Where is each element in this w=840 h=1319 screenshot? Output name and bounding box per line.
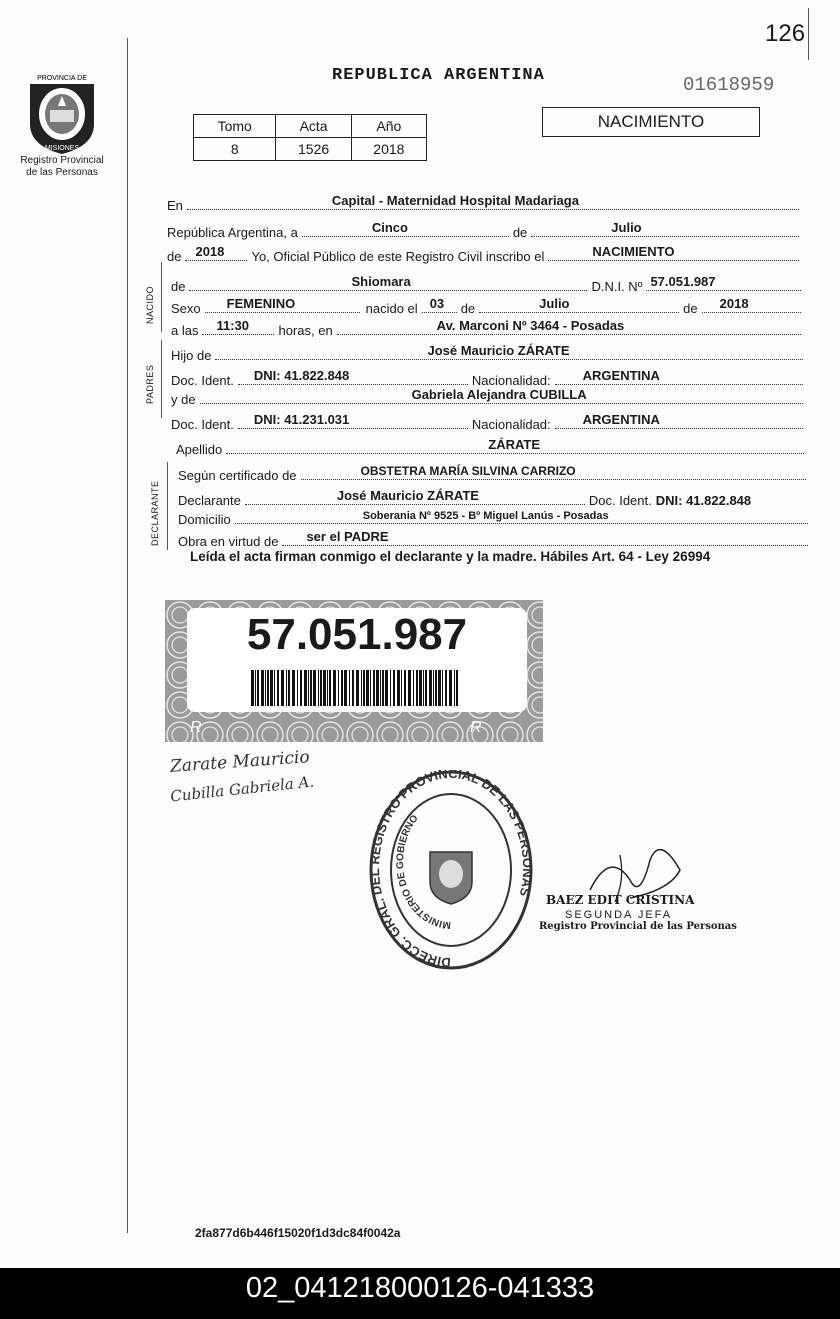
row-doc-madre bbox=[171, 414, 803, 432]
birth-year-line bbox=[702, 296, 801, 313]
section-declarante-label: DECLARANTE bbox=[150, 480, 160, 546]
barcode-bar bbox=[318, 670, 319, 706]
barcode-bar bbox=[265, 670, 266, 706]
year-value: 2018 bbox=[195, 244, 225, 259]
doc-ident-label: Doc. Ident. bbox=[171, 417, 234, 432]
barcode-bar bbox=[370, 670, 371, 706]
barcode-bar bbox=[257, 670, 259, 706]
row-year bbox=[167, 246, 799, 264]
barcode-bar bbox=[300, 670, 302, 706]
barcode-bar bbox=[449, 670, 452, 706]
inscribe-line bbox=[548, 244, 799, 261]
barcode-bar bbox=[304, 670, 307, 706]
barcode-bar bbox=[425, 670, 427, 706]
de-label: de bbox=[683, 301, 698, 316]
watermark-r: R bbox=[190, 719, 202, 736]
obra-value: ser el PADRE bbox=[306, 529, 389, 544]
record-table-values bbox=[194, 138, 427, 161]
tomo-value: 8 bbox=[194, 138, 276, 161]
barcode-bar bbox=[338, 670, 339, 706]
padre-value: José Mauricio ZÁRATE bbox=[427, 343, 570, 358]
nacionalidad-label: Nacionalidad: bbox=[471, 417, 551, 432]
apellido-value: ZÁRATE bbox=[488, 437, 541, 452]
official-seal bbox=[366, 770, 536, 980]
barcode-bar bbox=[292, 670, 295, 706]
barcode-bar bbox=[349, 670, 350, 706]
corner-mark bbox=[808, 8, 809, 60]
obra-label: Obra en virtud de bbox=[178, 534, 279, 549]
republica-label: República Argentina, a bbox=[167, 225, 298, 240]
barcode-bar bbox=[454, 670, 455, 706]
logo-text-top: PROVINCIA DE bbox=[37, 75, 87, 82]
barcode-bar bbox=[352, 670, 354, 706]
official-name: BAEZ EDIT CRISTINA bbox=[546, 893, 695, 907]
coat-of-arms-icon bbox=[20, 66, 104, 156]
acta-value: 1526 bbox=[276, 138, 351, 161]
barcode-bar bbox=[261, 670, 264, 706]
barcode-bar bbox=[385, 670, 388, 706]
closing-note: Leída el acta firman conmigo el declarante y la madre. Hábiles Art. 64 - Ley 26994 bbox=[190, 549, 711, 564]
seal-outer-text: DIRECC. GRAL. DEL REGISTRO PROVINCIAL DE LAS PERSONAS bbox=[366, 770, 536, 971]
barcode-bar bbox=[419, 670, 422, 706]
registry-logo bbox=[20, 66, 104, 161]
row-en bbox=[167, 193, 799, 213]
barcode-bar bbox=[373, 670, 375, 706]
barcode-bar bbox=[404, 670, 406, 706]
certificado-line bbox=[301, 464, 806, 480]
signature-declarante: Zarate Mauricio bbox=[169, 747, 311, 777]
barcode-bar bbox=[408, 670, 411, 706]
barcode-bar bbox=[313, 670, 316, 706]
nacido-el-label: nacido el bbox=[365, 301, 418, 316]
document-title: REPUBLICA ARGENTINA bbox=[332, 66, 545, 85]
record-type-box: NACIMIENTO bbox=[542, 107, 760, 137]
birth-month-value: Julio bbox=[539, 296, 570, 311]
seal-inner-text: MINISTERIO DE GOBIERNO bbox=[394, 813, 452, 931]
row-nombre bbox=[171, 276, 801, 294]
signature-madre: Cubilla Gabriela A. bbox=[169, 772, 315, 806]
apellido-line bbox=[226, 437, 804, 454]
barcode-bar bbox=[356, 670, 359, 706]
y-de-label: y de bbox=[171, 392, 196, 407]
nac-madre-line bbox=[555, 412, 803, 429]
hora-label: a las bbox=[171, 323, 199, 338]
row-republica bbox=[167, 222, 799, 240]
barcode-bar bbox=[344, 670, 347, 706]
barcode-bar bbox=[456, 670, 458, 706]
sexo-value: FEMENINO bbox=[226, 296, 296, 311]
birth-day-line bbox=[422, 298, 457, 313]
row-sexo bbox=[171, 298, 801, 316]
table-header: Año bbox=[351, 115, 426, 138]
left-border bbox=[127, 38, 128, 1233]
barcode-bar bbox=[297, 670, 298, 706]
registry-name bbox=[8, 155, 116, 179]
doc-padre-line bbox=[238, 370, 468, 385]
barcode-bar bbox=[286, 670, 287, 706]
section-nacido-label: NACIDO bbox=[145, 285, 155, 324]
birth-day-value: 03 bbox=[429, 296, 445, 311]
declarante-divider bbox=[167, 462, 168, 550]
barcode-bar bbox=[281, 670, 284, 706]
sexo-label: Sexo bbox=[171, 301, 201, 316]
barcode-bar bbox=[429, 670, 432, 706]
date-day-value: Cinco bbox=[371, 220, 408, 235]
official-org: Registro Provincial de las Personas bbox=[539, 921, 737, 932]
domicilio-value: Soberania Nº 9525 - Bº Miguel Lanús - Posadas bbox=[362, 510, 609, 522]
row-apellido bbox=[176, 437, 804, 457]
declarante-line bbox=[245, 490, 585, 505]
barcode-bar bbox=[438, 670, 441, 706]
table-header: Tomo bbox=[194, 115, 276, 138]
record-table bbox=[193, 114, 427, 161]
nombre-label: de bbox=[171, 279, 186, 294]
barcode-bar bbox=[329, 670, 331, 706]
nombre-line bbox=[189, 276, 587, 291]
sexo-line bbox=[205, 298, 360, 313]
barcode-bar bbox=[433, 670, 434, 706]
hora-value: 11:30 bbox=[216, 318, 250, 333]
seal-icon bbox=[366, 770, 536, 975]
padres-divider bbox=[161, 340, 162, 418]
row-obra bbox=[178, 529, 808, 549]
barcode-bar bbox=[401, 670, 402, 706]
table-header: Acta bbox=[276, 115, 351, 138]
barcode-bar bbox=[363, 670, 365, 706]
nac-padre-line bbox=[555, 368, 803, 385]
obra-line bbox=[282, 529, 808, 546]
row-domicilio bbox=[178, 512, 808, 527]
section-padres-label: PADRES bbox=[145, 364, 155, 404]
month-line bbox=[531, 220, 799, 237]
year-de-label: de bbox=[167, 249, 182, 264]
en-line bbox=[187, 193, 799, 210]
apellido-label: Apellido bbox=[176, 442, 223, 457]
barcode-bar bbox=[333, 670, 336, 706]
barcode-bar bbox=[308, 670, 309, 706]
certificado-value: OBSTETRA MARÍA SILVINA CARRIZO bbox=[360, 464, 576, 478]
logo-text-bottom: MISIONES bbox=[44, 145, 80, 152]
official-role: SEGUNDA JEFA bbox=[565, 909, 673, 921]
lugar-value: Av. Marconi Nº 3464 - Posadas bbox=[436, 318, 625, 333]
en-label: En bbox=[167, 198, 183, 213]
barcode-bar bbox=[380, 670, 381, 706]
barcode-bar bbox=[320, 670, 322, 706]
de-label: de bbox=[460, 301, 476, 316]
barcode-bar bbox=[361, 670, 362, 706]
hora-line bbox=[202, 320, 274, 335]
inscribe-value: NACIMIENTO bbox=[592, 244, 675, 259]
doc-madre-value: DNI: 41.231.031 bbox=[253, 412, 350, 427]
domicilio-line bbox=[235, 510, 808, 524]
inscribe-text: Yo, Oficial Público de este Registro Civil inscribo el bbox=[251, 249, 545, 264]
barcode-bar bbox=[435, 670, 437, 706]
barcode-bar bbox=[288, 670, 290, 706]
doc-ident-label: Doc. Ident. bbox=[171, 373, 234, 388]
padre-line bbox=[215, 343, 803, 360]
lugar-line bbox=[337, 318, 801, 335]
barcode-bar bbox=[416, 670, 418, 706]
barcode-bar bbox=[310, 670, 312, 706]
barcode-bar bbox=[442, 670, 443, 706]
id-number: 57.051.987 bbox=[246, 610, 468, 659]
nacido-divider bbox=[161, 262, 162, 332]
nac-padre-value: ARGENTINA bbox=[582, 368, 660, 383]
barcode-bar bbox=[366, 670, 369, 706]
row-doc-padre bbox=[171, 370, 803, 388]
barcode-bar bbox=[390, 670, 391, 706]
row-y-de bbox=[171, 387, 803, 407]
ano-value: 2018 bbox=[351, 138, 426, 161]
dni-line bbox=[646, 274, 801, 291]
doc-ident-label: Doc. Ident. bbox=[588, 493, 652, 508]
barcode-bar bbox=[382, 670, 384, 706]
row-certificado bbox=[178, 464, 806, 483]
serial-number: 01618959 bbox=[683, 74, 775, 96]
en-value: Capital - Maternidad Hospital Madariaga bbox=[331, 193, 579, 208]
barcode-bar bbox=[251, 670, 254, 706]
nac-madre-value: ARGENTINA bbox=[582, 412, 660, 427]
record-table-header bbox=[194, 115, 427, 138]
domicilio-label: Domicilio bbox=[178, 512, 231, 527]
id-label bbox=[165, 600, 543, 742]
barcode-bar bbox=[267, 670, 269, 706]
certificado-label: Según certificado de bbox=[178, 468, 297, 483]
birth-year-value: 2018 bbox=[719, 296, 749, 311]
page-number: 126 bbox=[765, 20, 806, 47]
row-hijo-de bbox=[171, 343, 803, 363]
row-hora bbox=[171, 320, 801, 338]
barcode-bar bbox=[270, 670, 273, 706]
barcode-bar bbox=[341, 670, 343, 706]
barcode-bar bbox=[277, 670, 279, 706]
barcode-bar bbox=[445, 670, 447, 706]
barcode-bar bbox=[327, 670, 328, 706]
hijo-de-label: Hijo de bbox=[171, 348, 212, 363]
de-label: de bbox=[512, 225, 528, 240]
doc-madre-line bbox=[238, 414, 468, 429]
nacionalidad-label: Nacionalidad: bbox=[471, 373, 551, 388]
doc-padre-value: DNI: 41.822.848 bbox=[253, 368, 350, 383]
barcode-bar bbox=[376, 670, 379, 706]
day-line bbox=[302, 222, 509, 237]
document-hash: 2fa877d6b446f15020f1d3dc84f0042a bbox=[195, 1226, 401, 1240]
barcode-icon bbox=[251, 670, 463, 708]
nombre-value: Shiomara bbox=[351, 274, 411, 289]
barcode-bar bbox=[397, 670, 400, 706]
declarante-value: José Mauricio ZÁRATE bbox=[336, 488, 479, 503]
footer-code: 02_041218000126-041333 bbox=[0, 1268, 840, 1319]
dni-value: 57.051.987 bbox=[650, 274, 716, 289]
barcode-bar bbox=[393, 670, 395, 706]
declarante-doc-value: DNI: 41.822.848 bbox=[655, 493, 752, 508]
declarante-label: Declarante bbox=[178, 493, 241, 508]
registry-name-line1: Registro Provincial bbox=[20, 155, 104, 166]
horas-en-label: horas, en bbox=[278, 323, 333, 338]
barcode-bar bbox=[423, 670, 424, 706]
year-line bbox=[185, 246, 247, 261]
madre-value: Gabriela Alejandra CUBILLA bbox=[411, 387, 587, 402]
barcode-bar bbox=[255, 670, 256, 706]
birth-month-line bbox=[479, 298, 679, 313]
row-declarante bbox=[178, 490, 810, 508]
barcode-bar bbox=[274, 670, 275, 706]
watermark-r: R bbox=[470, 719, 482, 736]
registry-name-line2: de las Personas bbox=[26, 167, 98, 178]
barcode-bar bbox=[323, 670, 326, 706]
dni-label: D.N.I. Nº bbox=[591, 279, 643, 294]
date-month-value: Julio bbox=[611, 220, 642, 235]
barcode-bar bbox=[413, 670, 414, 706]
madre-line bbox=[200, 387, 803, 404]
